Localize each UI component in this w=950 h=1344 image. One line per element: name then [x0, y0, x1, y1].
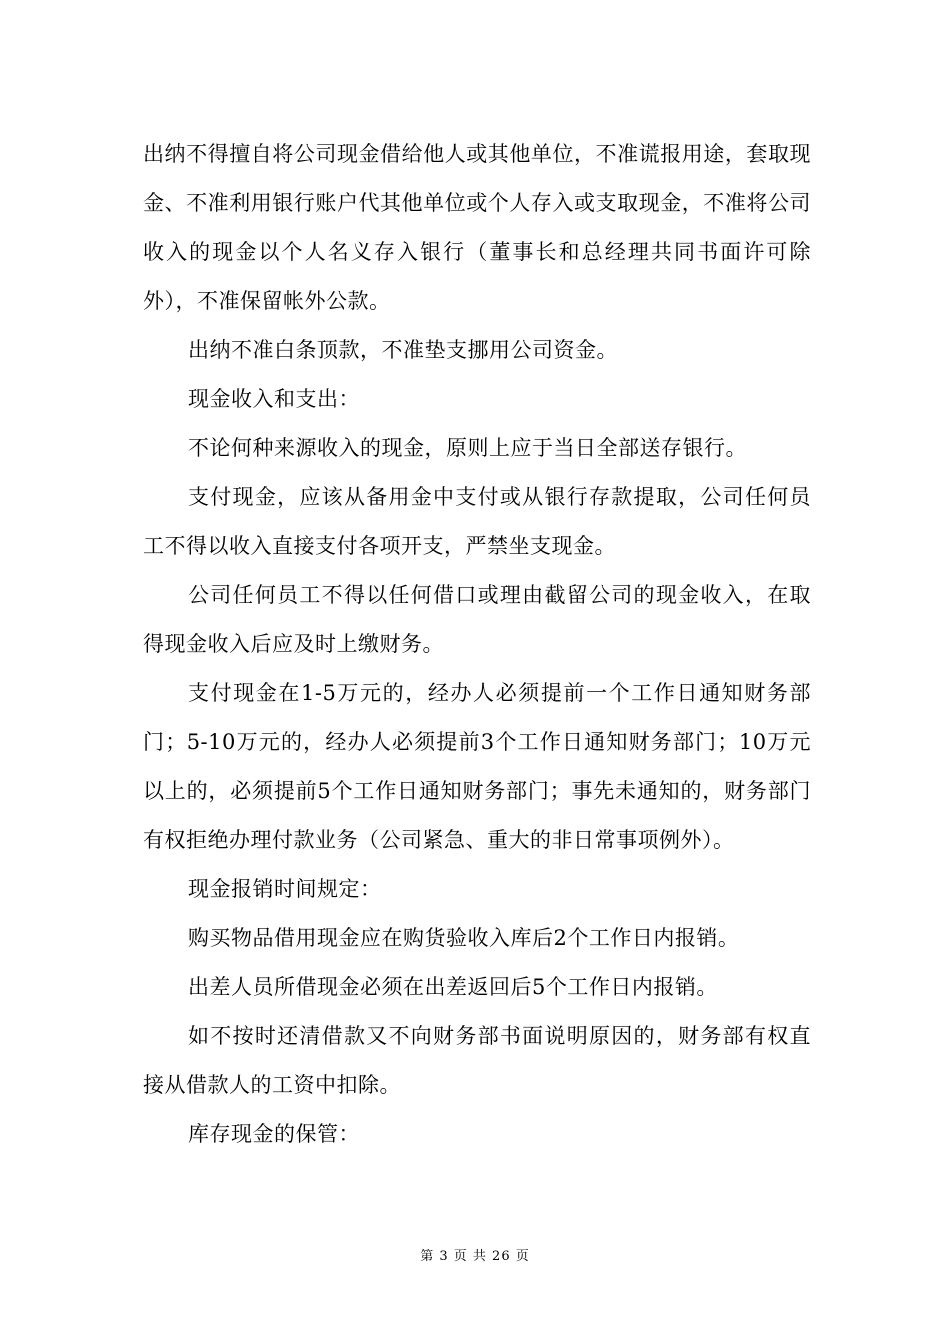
- paragraph-no-iou: 出纳不准白条顶款，不准垫支挪用公司资金。: [188, 338, 618, 362]
- heading-cash-custody: 库存现金的保管：: [188, 1122, 360, 1146]
- heading-reimbursement-time: 现金报销时间规定：: [188, 877, 382, 901]
- paragraph-travel-reimbursement: 出差人员所借现金必须在出差返回后5个工作日内报销。: [188, 975, 718, 999]
- paragraph-no-withholding: 公司任何员工不得以任何借口或理由截留公司的现金收入，在取得现金收入后应及时上缴财务。: [143, 583, 811, 656]
- heading-cash-income-expense: 现金收入和支出：: [188, 387, 360, 411]
- paragraph-advance-notice: 支付现金在1-5万元的，经办人必须提前一个工作日通知财务部门；5-10万元的，经办人必须提前3个工作日通知财务部门；10万元以上的，必须提前5个工作日通知财务部门；事先未通知的，财务部门有权拒绝办理付款业务（公司紧急、重大的非日常事项例外）。: [143, 681, 811, 852]
- paragraph-deposit-same-day: 不论何种来源收入的现金，原则上应于当日全部送存银行。: [188, 436, 747, 460]
- document-body: [143, 130, 811, 1159]
- paragraph-cash-lending-rules: 出纳不得擅自将公司现金借给他人或其他单位，不准谎报用途，套取现金、不准利用银行账户代其他单位或个人存入或支取现金，不准将公司收入的现金以个人名义存入银行（董事长和总经理共同书面许可除外），不准保留帐外公款。: [143, 142, 811, 313]
- paragraph-purchase-reimbursement: 购买物品借用现金应在购货验收入库后2个工作日内报销。: [188, 926, 740, 950]
- paragraph-overdue-deduction: 如不按时还清借款又不向财务部书面说明原因的，财务部有权直接从借款人的工资中扣除。: [143, 1024, 811, 1097]
- page-footer: 第 3 页 共 26 页: [420, 1249, 530, 1264]
- paragraph-payment-source: 支付现金，应该从备用金中支付或从银行存款提取，公司任何员工不得以收入直接支付各项开支，严禁坐支现金。: [143, 485, 811, 558]
